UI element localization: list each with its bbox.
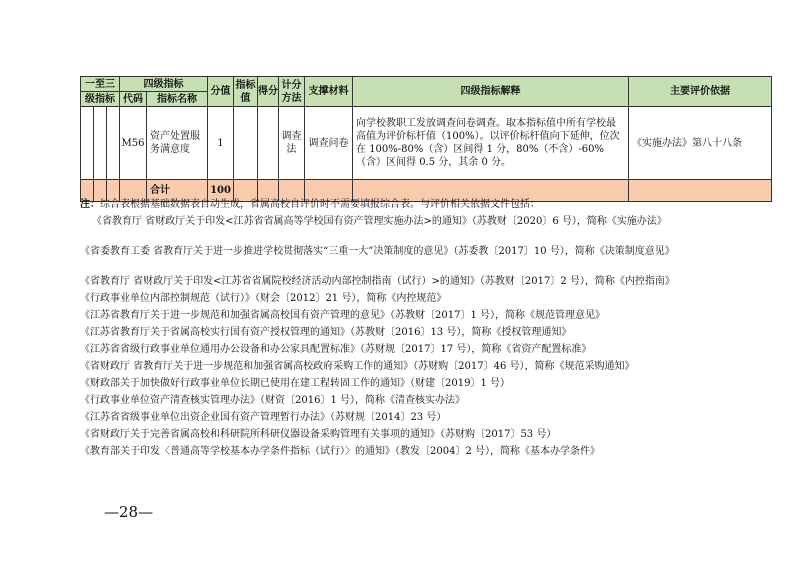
notes-intro-text: 综合表根据基础数据表自动生成，省属高校自评价时不需要填报综合表。与评价相关依据文件包括： xyxy=(100,199,540,210)
cell-basis: 《实施办法》第八十八条 xyxy=(629,107,772,180)
note-reference: 《江苏省教育厅关于进一步规范和加强省属高校国有资产管理的意见》（苏教财〔2017〕1 号），简称《规范管理意见》 xyxy=(80,310,605,321)
cell-level-2 xyxy=(94,107,107,180)
note-reference: 《省财政厅关于完善省属高校和科研院所科研仪器设备采购管理有关事项的通知》（苏财购〔2017〕53 号） xyxy=(80,429,557,440)
cell-indicator-name: 资产处置服务满意度 xyxy=(147,107,208,180)
note-reference: 《省委教育工委 省教育厅关于进一步推进学校贯彻落实“三重一大”决策制度的意见》（苏委教〔2017〕10 号），简称《决策制度意见》 xyxy=(80,246,675,257)
notes-prefix: 注： xyxy=(80,199,100,210)
header-points: 得分 xyxy=(258,77,279,107)
cell-points xyxy=(258,107,279,180)
header-indicator-name: 指标名称 xyxy=(147,92,208,107)
cell-material: 调查问卷 xyxy=(305,107,353,180)
indicator-table xyxy=(80,76,772,202)
header-basis: 主要评价依据 xyxy=(629,77,772,107)
note-reference: 《江苏省省级事业单位出资企业国有资产管理暂行办法》（苏财规〔2014〕23 号） xyxy=(80,412,447,423)
note-reference: 《行政事业单位内部控制规范（试行）》（财会〔2012〕21 号），简称《内控规范》 xyxy=(80,293,447,304)
cell-explanation: 向学校教职工发放调查问卷调查。取本指标值中所有学校最高值为评价标杆值（100%）。以评价标杆值向下延伸，位次在 100%-80%（含）区间得 1 分，80%（不含）-60%（含）区间得 0.5 分，其余 0 分。 xyxy=(353,107,629,180)
cell-level-1 xyxy=(81,107,94,180)
cell-score: 1 xyxy=(208,107,234,180)
cell-method: 调查法 xyxy=(279,107,305,180)
note-reference: 《省教育厅 省财政厅关于印发<江苏省省属高等学校国有资产管理实施办法>的通知》（苏教财〔2020〕6 号），简称《实施办法》 xyxy=(92,216,667,227)
notes-section xyxy=(80,197,780,459)
note-reference: 《财政部关于加快做好行政事业单位长期已使用在建工程转固工作的通知》（财建〔2019〕1 号） xyxy=(80,378,510,389)
total-label: 合计 xyxy=(147,180,208,202)
note-reference: 《教育部关于印发〈普通高等学校基本办学条件指标（试行）〉的通知》（教发〔2004〕2 号），简称《基本办学条件》 xyxy=(80,446,600,457)
header-indicator-value: 指标值 xyxy=(234,77,258,107)
header-level-4: 四级指标 xyxy=(120,77,208,92)
notes-intro xyxy=(80,197,780,212)
header-explanation: 四级指标解释 xyxy=(353,77,629,107)
page-number: —28— xyxy=(104,503,154,521)
header-level-1-3-top: 一至三 xyxy=(81,77,120,92)
total-value: 100 xyxy=(208,180,234,202)
cell-indicator-value xyxy=(234,107,258,180)
cell-code: M56 xyxy=(120,107,147,180)
note-reference: 《省财政厅 省教育厅关于进一步规范和加强省属高校政府采购工作的通知》（苏财购〔2017〕46 号），简称《规范采购通知》 xyxy=(80,361,635,372)
header-method: 计分方法 xyxy=(279,77,305,107)
header-score: 分值 xyxy=(208,77,234,107)
note-reference: 《江苏省教育厅关于省属高校实行国有资产授权管理的通知》（苏教财〔2016〕13 号），简称《授权管理通知》 xyxy=(80,327,572,338)
cell-level-3 xyxy=(107,107,120,180)
indicator-table-container xyxy=(80,76,771,202)
note-reference: 《省教育厅 省财政厅关于印发<江苏省省属院校经济活动内部控制指南（试行）>的通知》（苏教财〔2017〕2 号），简称《内控指南》 xyxy=(80,276,675,287)
note-reference: 《江苏省省级行政事业单位通用办公设备和办公家具配置标准》（苏财规〔2017〕17 号），简称《省资产配置标准》 xyxy=(80,344,592,355)
header-level-1-3-bottom: 级指标 xyxy=(81,92,120,107)
table-row xyxy=(81,107,772,180)
note-reference: 《行政事业单位资产清查核实管理办法》（财资〔2016〕1 号），简称《清查核实办法》 xyxy=(80,395,465,406)
header-code: 代码 xyxy=(120,92,147,107)
header-material: 支撑材料 xyxy=(305,77,353,107)
